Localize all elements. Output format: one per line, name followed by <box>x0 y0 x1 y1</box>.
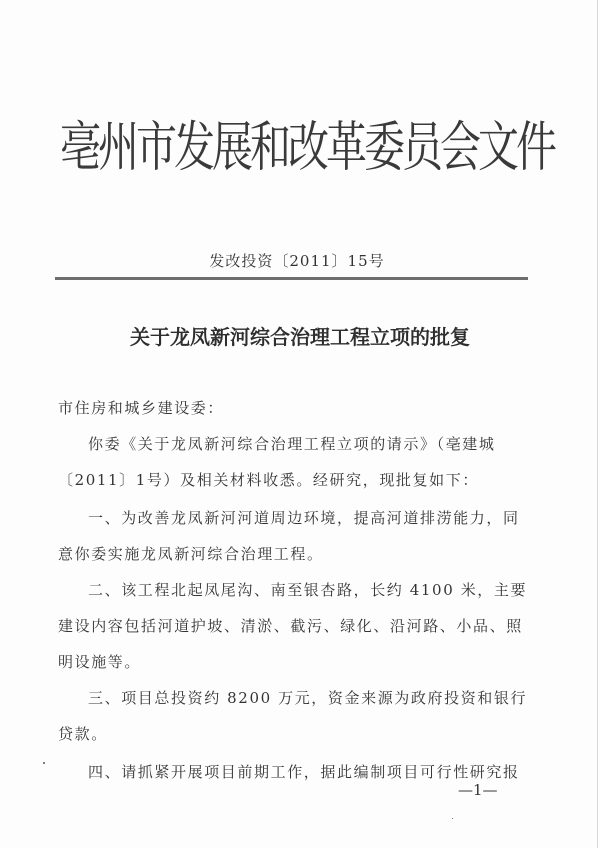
addressee-line: 市住房和城乡建设委： <box>58 399 225 417</box>
body-line-1: 你委《关于龙凤新河综合治理工程立项的请示》（亳建城 <box>88 435 496 453</box>
body-line-3: 一、为改善龙凤新河河道周边环境，提高河道排涝能力，同 <box>88 509 520 527</box>
body-line-5: 二、该工程北起凤尾沟、南至银杏路，长约 4100 米，主要 <box>88 581 528 599</box>
document-subject-title: 关于龙凤新河综合治理工程立项的批复 <box>130 325 470 349</box>
body-line-7: 明设施等。 <box>58 653 142 671</box>
body-line-2: 〔2011〕1号）及相关材料收悉。经研究，现批复如下： <box>58 471 479 489</box>
document-number <box>0 251 600 271</box>
body-line-8: 三、项目总投资约 8200 万元，资金来源为政府投资和银行 <box>88 689 528 707</box>
body-line-4: 意你委实施龙凤新河综合治理工程。 <box>58 545 324 563</box>
body-line-9: 贷款。 <box>58 725 108 743</box>
issuer-header-title: 亳州市发展和改革委员会文件 <box>60 115 554 179</box>
body-line-10: 四、请抓紧开展项目前期工作，据此编制项目可行性研究报 <box>88 763 520 781</box>
page-number: —1— <box>458 781 498 799</box>
header-divider-line <box>55 277 528 280</box>
scan-speck <box>43 762 45 764</box>
scan-speck <box>452 818 453 819</box>
body-line-6: 建设内容包括河道护坡、清淤、截污、绿化、沿河路、小品、照 <box>58 617 523 635</box>
document-number-text: 发改投资〔2011〕15号 <box>209 252 385 270</box>
page-edge <box>597 0 598 848</box>
